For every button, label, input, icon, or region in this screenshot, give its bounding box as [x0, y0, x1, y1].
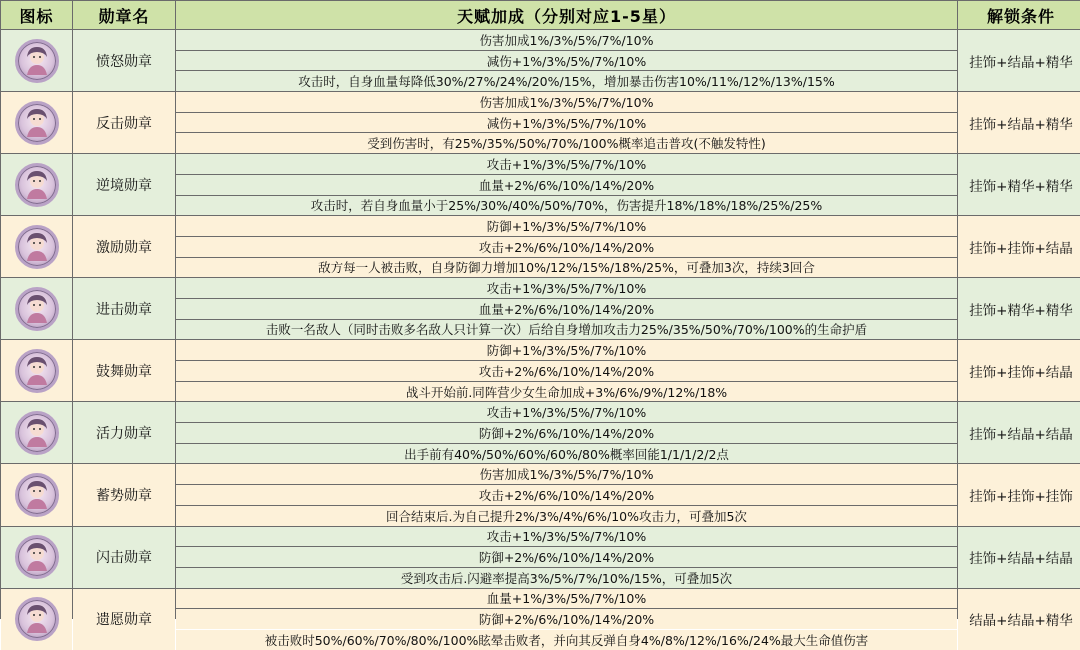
- medal-name: 遗愿勋章: [73, 589, 175, 650]
- character-portrait-icon: [15, 163, 59, 207]
- character-portrait-icon: [15, 287, 59, 331]
- talent-effect: 减伤+1%/3%/5%/7%/10%: [176, 113, 957, 133]
- unlock-condition: 挂饰+挂饰+挂饰: [958, 464, 1080, 525]
- talent-effect: 回合结束后.为自己提升2%/3%/4%/6%/10%攻击力，可叠加5次: [176, 506, 957, 526]
- character-portrait-icon: [15, 349, 59, 393]
- header-unlock: 解锁条件: [958, 1, 1080, 29]
- talent-effect: 攻击+2%/6%/10%/14%/20%: [176, 237, 957, 257]
- medal-name: 鼓舞勋章: [73, 340, 175, 401]
- talent-effect: 击败一名敌人（同时击败多名敌人只计算一次）后给自身增加攻击力25%/35%/50%/70%/100%的生命护盾: [176, 320, 957, 340]
- talent-effect: 敌方每一人被击败，自身防御力增加10%/12%/15%/18%/25%，可叠加3次，持续3回合: [176, 258, 957, 278]
- talent-effect: 血量+2%/6%/10%/14%/20%: [176, 299, 957, 319]
- talent-effect: 攻击+1%/3%/5%/7%/10%: [176, 278, 957, 298]
- talent-effect: 攻击+2%/6%/10%/14%/20%: [176, 361, 957, 381]
- talent-effect: 攻击+1%/3%/5%/7%/10%: [176, 402, 957, 422]
- medal-icon-cell: [1, 464, 72, 525]
- talent-effect: 被击败时50%/60%/70%/80%/100%眩晕击败者，并向其反弹自身4%/8%/12%/16%/24%最大生命值伤害: [176, 630, 957, 650]
- talent-effect: 防御+2%/6%/10%/14%/20%: [176, 423, 957, 443]
- talent-effect: 防御+1%/3%/5%/7%/10%: [176, 216, 957, 236]
- character-portrait-icon: [15, 225, 59, 269]
- talent-effect: 攻击+2%/6%/10%/14%/20%: [176, 485, 957, 505]
- medal-icon-cell: [1, 154, 72, 215]
- header-talent: 天赋加成（分别对应1-5星）: [176, 1, 957, 29]
- talent-effect: 攻击+1%/3%/5%/7%/10%: [176, 154, 957, 174]
- medal-name: 闪击勋章: [73, 527, 175, 588]
- talent-effect: 防御+1%/3%/5%/7%/10%: [176, 340, 957, 360]
- unlock-condition: 挂饰+精华+精华: [958, 278, 1080, 339]
- talent-effect: 攻击时，若自身血量小于25%/30%/40%/50%/70%，伤害提升18%/18%/18%/25%/25%: [176, 196, 957, 216]
- medal-name: 激励勋章: [73, 216, 175, 277]
- talent-effect: 攻击+1%/3%/5%/7%/10%: [176, 527, 957, 547]
- talent-effect: 出手前有40%/50%/60%/60%/80%概率回能1/1/1/2/2点: [176, 444, 957, 464]
- medal-icon-cell: [1, 92, 72, 153]
- medal-icon-cell: [1, 402, 72, 463]
- medal-icon-cell: [1, 216, 72, 277]
- unlock-condition: 结晶+结晶+精华: [958, 589, 1080, 650]
- header-icon: 图标: [1, 1, 72, 29]
- character-portrait-icon: [15, 535, 59, 579]
- talent-effect: 伤害加成1%/3%/5%/7%/10%: [176, 464, 957, 484]
- medal-icon-cell: [1, 340, 72, 401]
- medal-name: 愤怒勋章: [73, 30, 175, 91]
- talent-effect: 血量+1%/3%/5%/7%/10%: [176, 589, 957, 609]
- medal-name: 蓄势勋章: [73, 464, 175, 525]
- talent-effect: 受到攻击后.闪避率提高3%/5%/7%/10%/15%，可叠加5次: [176, 568, 957, 588]
- character-portrait-icon: [15, 597, 59, 641]
- talent-effect: 伤害加成1%/3%/5%/7%/10%: [176, 92, 957, 112]
- header-name: 勋章名: [73, 1, 175, 29]
- unlock-condition: 挂饰+结晶+结晶: [958, 402, 1080, 463]
- talent-effect: 防御+2%/6%/10%/14%/20%: [176, 547, 957, 567]
- character-portrait-icon: [15, 39, 59, 83]
- talent-effect: 血量+2%/6%/10%/14%/20%: [176, 175, 957, 195]
- medal-icon-cell: [1, 30, 72, 91]
- unlock-condition: 挂饰+挂饰+结晶: [958, 340, 1080, 401]
- medal-name: 逆境勋章: [73, 154, 175, 215]
- character-portrait-icon: [15, 101, 59, 145]
- medal-icon-cell: [1, 278, 72, 339]
- unlock-condition: 挂饰+结晶+精华: [958, 92, 1080, 153]
- talent-effect: 减伤+1%/3%/5%/7%/10%: [176, 51, 957, 71]
- talent-effect: 防御+2%/6%/10%/14%/20%: [176, 609, 957, 629]
- medal-name: 反击勋章: [73, 92, 175, 153]
- talent-effect: 伤害加成1%/3%/5%/7%/10%: [176, 30, 957, 50]
- unlock-condition: 挂饰+结晶+结晶: [958, 527, 1080, 588]
- talent-effect: 攻击时，自身血量每降低30%/27%/24%/20%/15%，增加暴击伤害10%/11%/12%/13%/15%: [176, 71, 957, 91]
- character-portrait-icon: [15, 411, 59, 455]
- medal-name: 活力勋章: [73, 402, 175, 463]
- character-portrait-icon: [15, 473, 59, 517]
- unlock-condition: 挂饰+精华+精华: [958, 154, 1080, 215]
- medal-icon-cell: [1, 527, 72, 588]
- medal-icon-cell: [1, 589, 72, 650]
- talent-effect: 受到伤害时，有25%/35%/50%/70%/100%概率追击普攻(不触发特性): [176, 133, 957, 153]
- unlock-condition: 挂饰+挂饰+结晶: [958, 216, 1080, 277]
- medal-name: 进击勋章: [73, 278, 175, 339]
- talent-effect: 战斗开始前.同阵营少女生命加成+3%/6%/9%/12%/18%: [176, 382, 957, 402]
- unlock-condition: 挂饰+结晶+精华: [958, 30, 1080, 91]
